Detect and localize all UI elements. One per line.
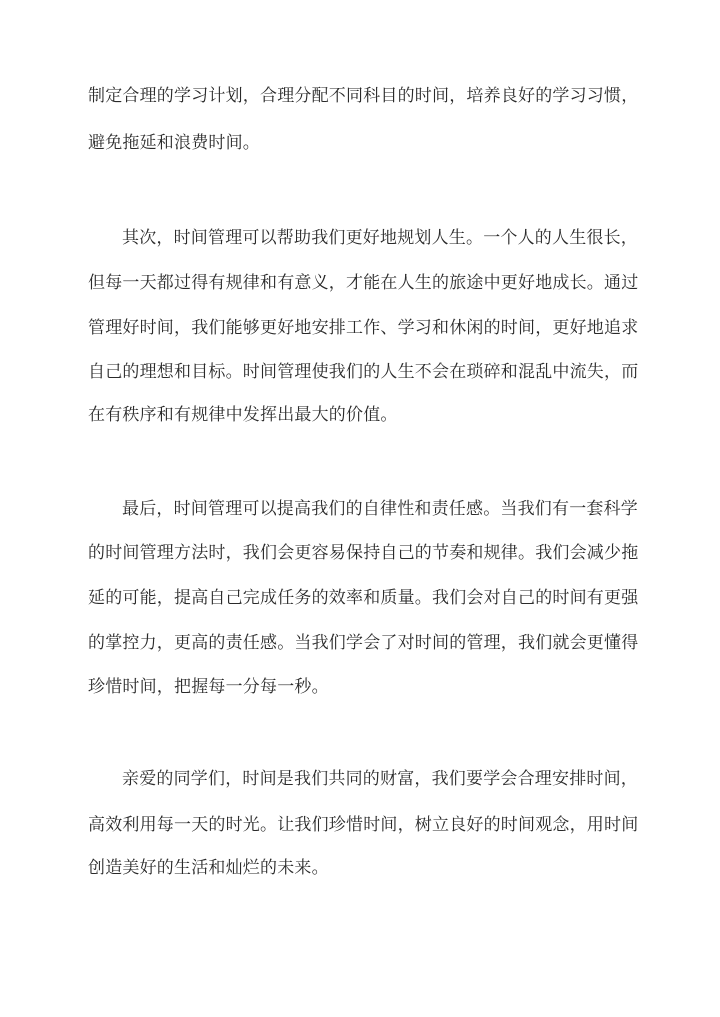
paragraph-2-line-5: 在有秩序和有规律中发挥出最大的价值。 (88, 405, 398, 425)
paragraph-1-line-1: 制定合理的学习计划，合理分配不同科目的时间，培养良好的学习习惯， (88, 86, 639, 106)
paragraph-4-line-2: 高效利用每一天的时光。让我们珍惜时间，树立良好的时间观念，用时间 (88, 815, 639, 835)
paragraph-1-line-2: 避免拖延和浪费时间。 (88, 133, 260, 153)
paragraph-2-line-1: 其次，时间管理可以帮助我们更好地规划人生。一个人的人生很长， (122, 228, 638, 248)
paragraph-3-line-1: 最后，时间管理可以提高我们的自律性和责任感。当我们有一套科学 (122, 499, 638, 519)
paragraph-3-line-2: 的时间管理方法时，我们会更容易保持自己的节奏和规律。我们会减少拖 (88, 543, 639, 563)
paragraph-2-line-4: 自己的理想和目标。时间管理使我们的人生不会在琐碎和混乱中流失，而 (88, 362, 639, 382)
paragraph-4-line-3: 创造美好的生活和灿烂的未来。 (88, 858, 329, 878)
paragraph-2-line-2: 但每一天都过得有规律和有意义，才能在人生的旅途中更好地成长。通过 (88, 273, 639, 293)
paragraph-3-line-4: 的掌控力，更高的责任感。当我们学会了对时间的管理，我们就会更懂得 (88, 633, 639, 653)
paragraph-4-line-1: 亲爱的同学们，时间是我们共同的财富，我们要学会合理安排时间， (122, 769, 638, 789)
paragraph-2-line-3: 管理好时间，我们能够更好地安排工作、学习和休闲的时间，更好地追求 (88, 318, 639, 338)
paragraph-3-line-3: 延的可能，提高自己完成任务的效率和质量。我们会对自己的时间有更强 (88, 588, 639, 608)
paragraph-3-line-5: 珍惜时间，把握每一分每一秒。 (88, 677, 329, 697)
